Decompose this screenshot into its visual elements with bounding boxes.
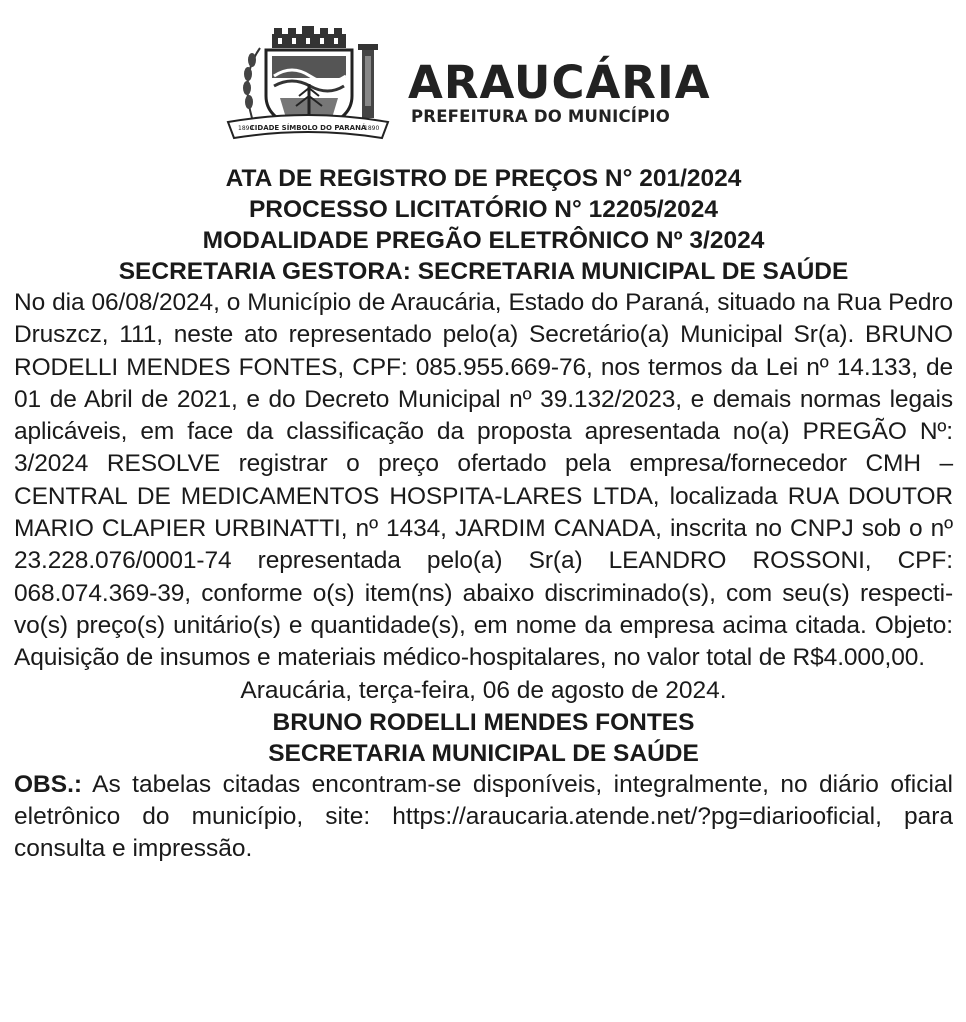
brand-name: ARAUCÁRIA — [408, 56, 711, 109]
obs-note — [14, 769, 953, 866]
seal-year-left: 1890 — [238, 125, 254, 132]
title-secretaria: SECRETARIA GESTORA: SECRETARIA MUNICIPAL DE SAÚDE — [118, 258, 849, 285]
brand-subtitle: PREFEITURA DO MUNICÍPIO — [411, 107, 670, 126]
title-processo: PROCESSO LICITATÓRIO N° 12205/2024 — [248, 196, 719, 223]
date-line: Araucária, terça-feira, 06 de agosto de 2024. — [240, 676, 727, 704]
body-paragraph: No dia 06/08/2024, o Município de Araucária, Estado do Paraná, situado na Rua Pedro Druszcz, 111, neste ato representado pelo(a) Secretário(a) Municipal Sr(a). BRUNO RODELLI MENDES FONTES, CPF: 085.955.669-76, nos termos da Lei nº 14.133, de 01 de Abril de 2021, e do Decreto Municipal nº 39.132/2023, e demais normas legais aplicáveis, em face da classificação da proposta apresentada no(a) PREGÃO Nº: 3/2024 RESOLVE registrar o preço ofertado pela empresa/fornecedor CMH – CENTRAL DE MEDICAMENTOS HOSPITA-LARES LTDA, localizada RUA DOUTOR MARIO CLAPIER URBINATTI, nº 1434, JARDIM CANADA, inscrita no CNPJ sob o nº 23.228.076/0001-74 representada pelo(a) Sr(a) LEANDRO ROSSONI, CPF: 068.074.369-39, conforme o(s) item(ns) abaixo discriminado(s), com seu(s) respecti-vo(s) preço(s) unitário(s) e quantidade(s), em nome da empresa acima citada. Objeto: Aquisição de insumos e materiais médico-hospitalares, no valor total de R$4.000,00. — [14, 289, 953, 672]
title-ata: ATA DE REGISTRO DE PREÇOS N° 201/2024 — [225, 165, 742, 192]
title-modalidade: MODALIDADE PREGÃO ELETRÔNICO Nº 3/2024 — [202, 227, 765, 254]
seal-year-right: 1890 — [364, 125, 380, 132]
signature-role: SECRETARIA MUNICIPAL DE SAÚDE — [268, 739, 699, 767]
header — [222, 26, 752, 144]
signature-name: BRUNO RODELLI MENDES FONTES — [272, 708, 695, 736]
obs-label: OBS.: — [14, 770, 83, 798]
municipal-coat-of-arms-logo — [222, 26, 394, 144]
document-body — [14, 163, 953, 865]
obs-text: As tabelas citadas encontram-se disponíveis, integralmente, no diário oficial eletrônico do município, site: https://araucaria.atende.net/?pg=diariooficial, para consulta e impressão. — [14, 770, 953, 863]
seal-caption: CIDADE SÍMBOLO DO PARANÁ — [249, 124, 367, 132]
